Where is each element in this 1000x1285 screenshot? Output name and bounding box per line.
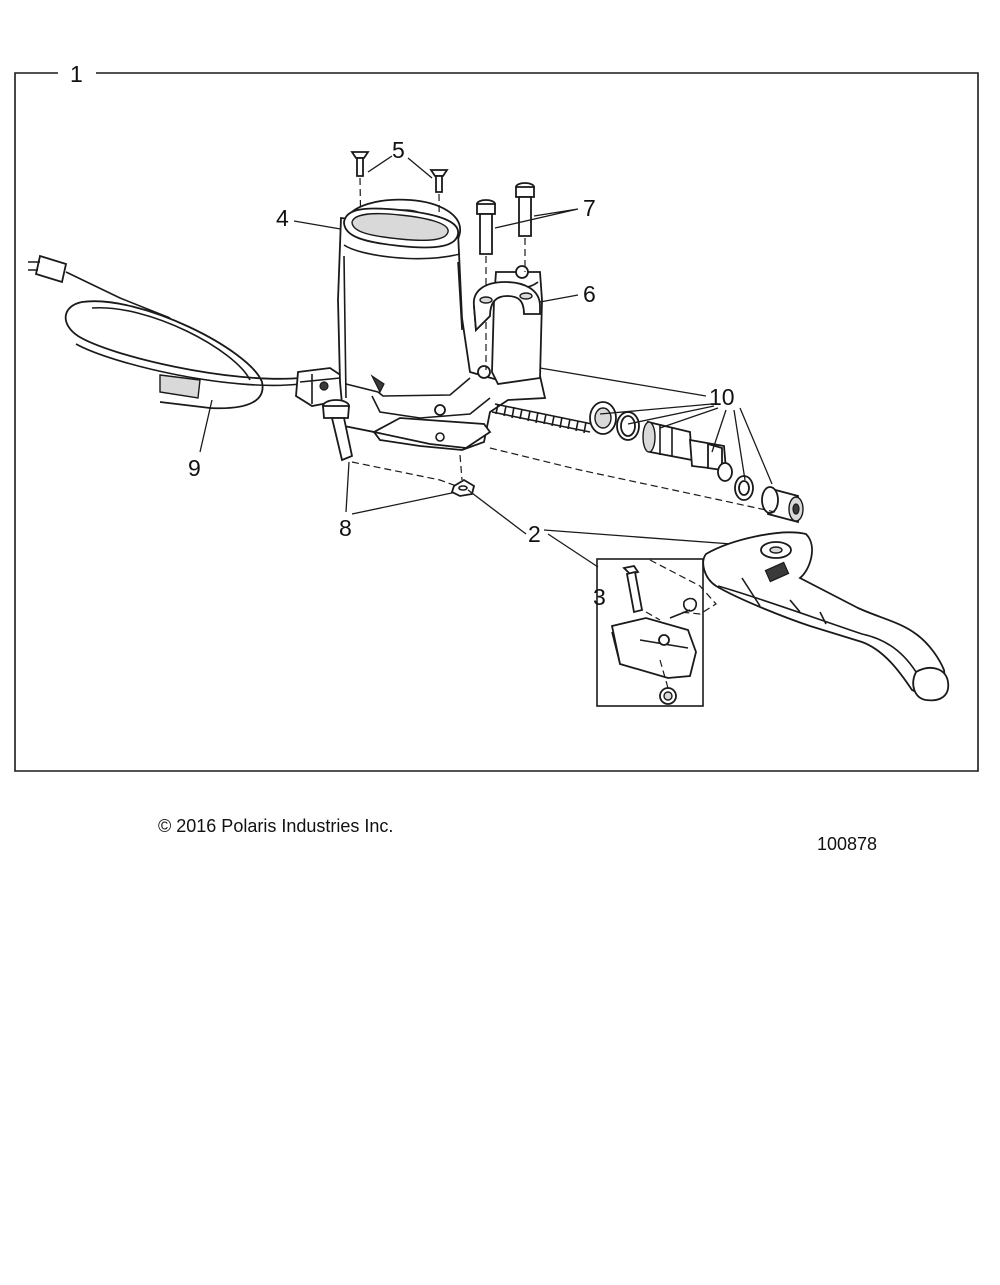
- part-pivot-bolt: [323, 400, 352, 460]
- axis-pivot: [460, 455, 462, 480]
- part-adjuster-kit: [597, 559, 703, 706]
- assembly-frame: [15, 73, 978, 771]
- callout-7: 7: [583, 195, 596, 221]
- leader-8: [346, 462, 466, 514]
- callout-6: 6: [583, 281, 596, 307]
- callout-10: 10: [709, 384, 735, 410]
- leader-6: [540, 295, 578, 302]
- part-master-cylinder: [338, 209, 545, 451]
- callout-2: 2: [528, 521, 541, 547]
- copyright-notice: © 2016 Polaris Industries Inc.: [158, 816, 394, 836]
- part-brake-lever: [703, 532, 948, 700]
- leader-2: [468, 490, 745, 567]
- part-pivot-nut: [452, 480, 474, 496]
- axis-pivot-bolt: [352, 462, 462, 488]
- callout-1: 1: [70, 61, 83, 87]
- callout-4: 4: [276, 205, 289, 231]
- axis-piston: [490, 448, 775, 512]
- leader-7: [495, 209, 578, 228]
- callout-3: 3: [593, 584, 606, 610]
- callout-9: 9: [188, 455, 201, 481]
- callout-5: 5: [392, 137, 405, 163]
- part-brake-line: [28, 256, 300, 408]
- drawing-number: 100878: [817, 834, 878, 854]
- callout-8: 8: [339, 515, 352, 541]
